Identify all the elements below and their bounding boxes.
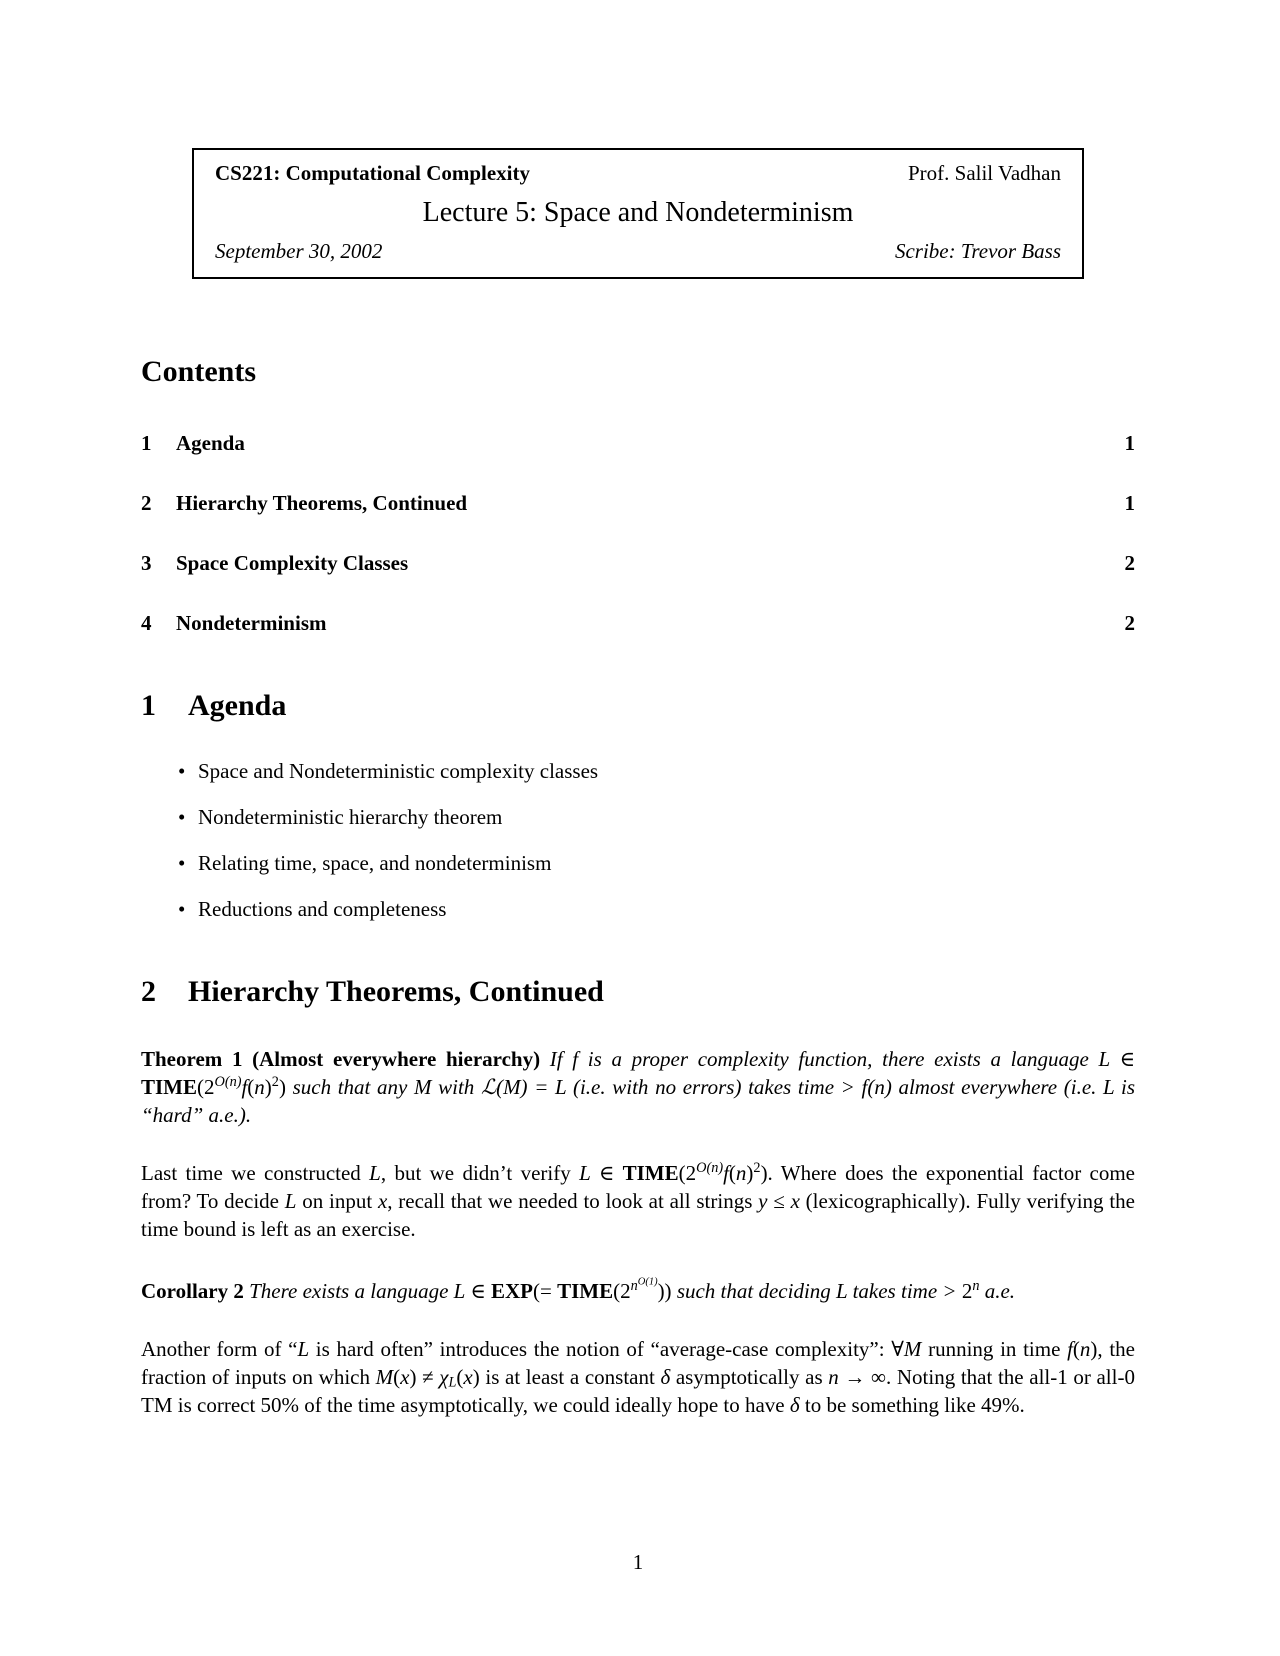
agenda-bullet-list [141, 757, 1135, 923]
page-number: 1 [632, 1550, 644, 1574]
section-heading-hierarchy-theorems [141, 973, 1135, 1011]
toc-entry-title: Nondeterminism [176, 611, 327, 635]
toc-entry-number: 4 [141, 611, 152, 635]
lecture-date: September 30, 2002 [215, 239, 383, 263]
section-heading-agenda [141, 687, 1135, 725]
toc-entry-title: Space Complexity Classes [176, 551, 409, 575]
toc-entry-agenda [141, 429, 1135, 457]
agenda-item-text: Nondeterministic hierarchy theorem [198, 805, 503, 829]
agenda-item-text: Space and Nondeterministic complexity classes [198, 759, 599, 783]
lecture-title: Lecture 5: Space and Nondeterminism [422, 197, 854, 228]
paragraph-average-case: Another form of “L is hard often” introduces the notion of “average-case complexity”: ∀M running in time f(n), the fraction of inputs on which M(x) ≠ χL(x) is at least a constant δ asymptotically as n → ∞. Noting that the all-1 or all-0 TM is correct 50% of the time asymptotically, we could ideally hope to have δ to be something like 49%. [141, 1337, 1135, 1417]
toc-entry-space-complexity [141, 549, 1135, 577]
section-title: Agenda [188, 689, 287, 722]
toc-entry-hierarchy-theorems [141, 489, 1135, 517]
bullet-icon: • [178, 897, 186, 921]
bullet-icon: • [178, 805, 186, 829]
toc-entry-number: 1 [141, 431, 152, 455]
agenda-item [178, 757, 1135, 785]
header-row-bottom [215, 237, 1061, 265]
agenda-item-text: Relating time, space, and nondeterminism [198, 851, 552, 875]
toc-entry-page: 1 [1124, 491, 1135, 515]
corollary-2: Corollary 2 There exists a language L ∈ $EXP(= TIME(2^{nO(1)}))$ such that deciding L takes time > $2^n$ a.e. [141, 1276, 1016, 1303]
toc-entry-number: 2 [141, 491, 152, 515]
header-box [192, 148, 1084, 279]
section-number: 1 [141, 689, 156, 722]
bullet-icon: • [178, 851, 186, 875]
scribe-name: Scribe: Trevor Bass [894, 239, 1061, 263]
professor-name: Prof. Salil Vadhan [907, 161, 1061, 185]
paragraph-verify-time-bound: Last time we constructed L, but we didn’t verify L ∈ $TIME(2^{O(n)}f(n)^2)$. Where does the exponential factor come from? To decide L on input x, recall that we needed to look at all strings y ≤ x (lexicographically). Fully verifying the time bound is left as an exercise. [141, 1160, 1136, 1241]
section-number: 2 [141, 975, 156, 1008]
agenda-item [178, 895, 1135, 923]
toc-entry-title: Agenda [176, 431, 245, 455]
bullet-icon: • [178, 759, 186, 783]
toc-entry-title: Hierarchy Theorems, Continued [176, 491, 468, 515]
agenda-item-text: Reductions and completeness [198, 897, 447, 921]
toc-entry-nondeterminism [141, 609, 1135, 637]
section-title: Hierarchy Theorems, Continued [188, 975, 604, 1008]
theorem-1: Theorem 1 (Almost everywhere hierarchy) If f is a proper complexity function, there exists a language L ∈ $TIME(2^{O(n)}f(n)^2)$ such that any M with ℒ(M) = L (i.e. with no errors) takes time > f(n) almost everywhere (i.e. L is “hard” a.e.). [141, 1047, 1136, 1127]
table-of-contents [141, 429, 1135, 637]
toc-entry-page: 2 [1124, 551, 1135, 575]
agenda-item [178, 803, 1135, 831]
toc-entry-number: 3 [141, 551, 152, 575]
toc-entry-page: 1 [1124, 431, 1135, 455]
contents-heading: Contents [141, 355, 257, 388]
course-title: CS221: Computational Complexity [215, 161, 531, 185]
toc-entry-page: 2 [1124, 611, 1135, 635]
page-content [141, 0, 1135, 1419]
agenda-item [178, 849, 1135, 877]
header-row-top [215, 159, 1061, 187]
